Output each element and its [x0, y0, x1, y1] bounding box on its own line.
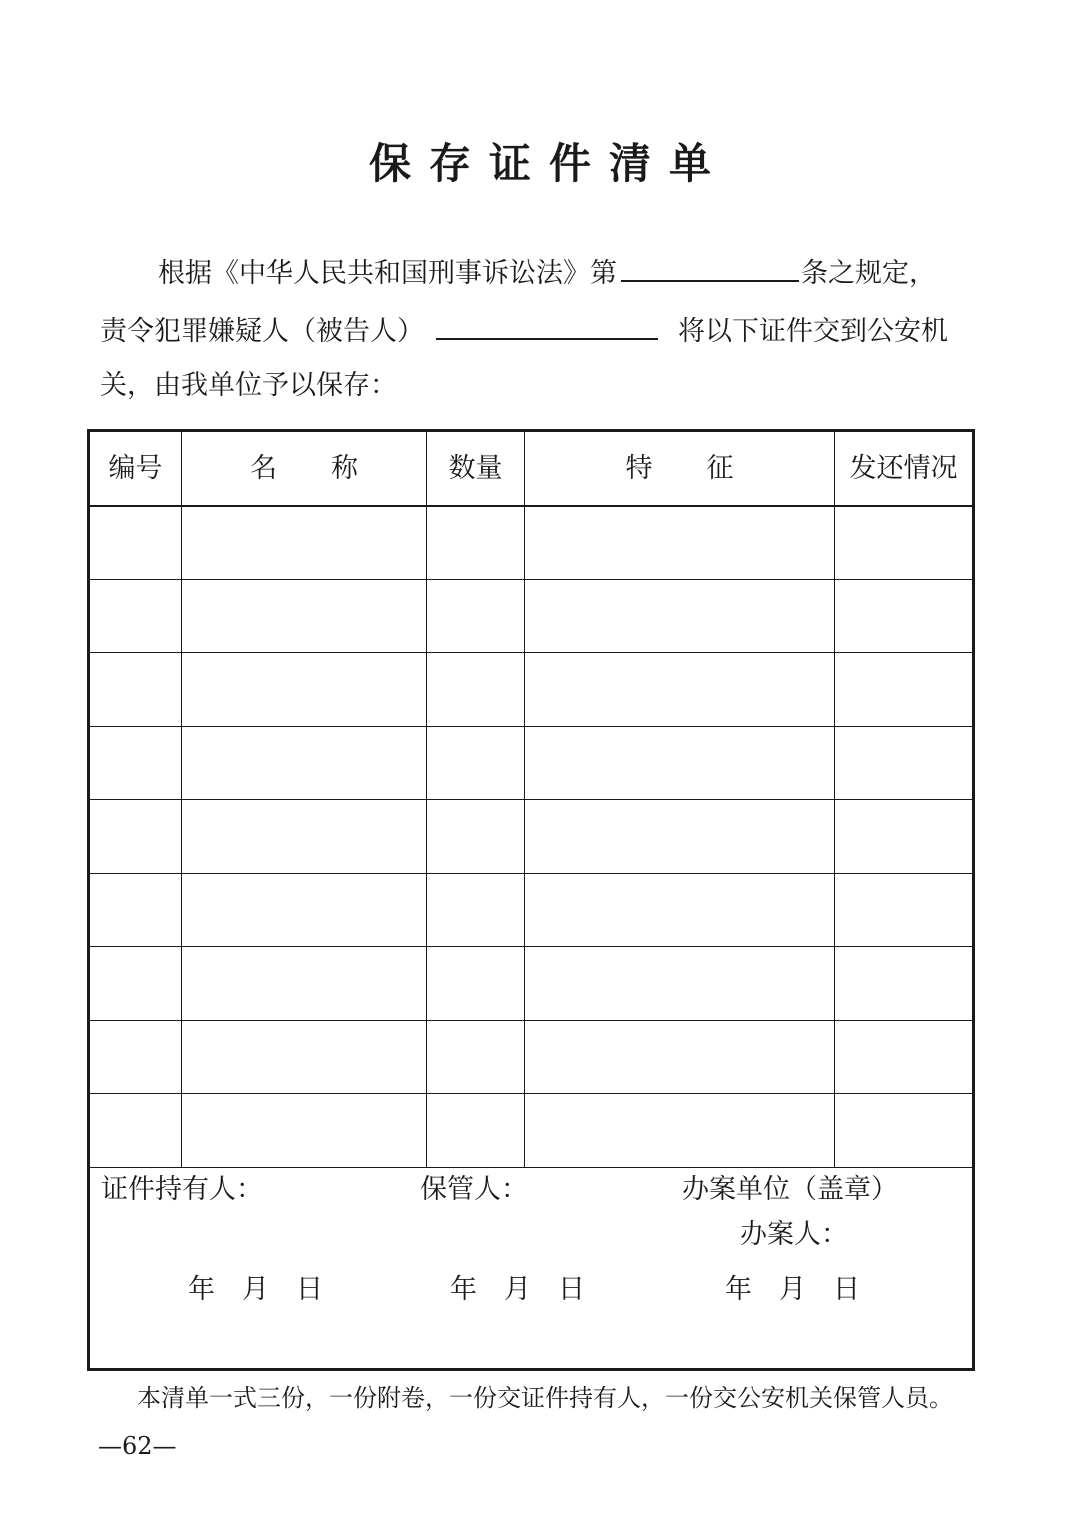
header-features: 特 征: [625, 453, 734, 484]
intro-line-1: [158, 252, 936, 294]
intro-line-2-suffix: 将以下证件交到公安机: [678, 316, 948, 347]
title-char: 单: [669, 139, 712, 188]
title-char: 清: [609, 139, 652, 188]
intro-line-2: [100, 310, 948, 352]
header-divider: [90, 505, 972, 507]
title-char: 存: [428, 139, 471, 188]
table-row[interactable]: [90, 873, 972, 874]
title-char: 件: [549, 139, 592, 188]
table-row[interactable]: [90, 652, 972, 653]
column-divider: [181, 432, 182, 1168]
table-row[interactable]: [90, 799, 972, 800]
table-row[interactable]: [90, 1020, 972, 1021]
column-divider: [834, 432, 835, 1168]
table-row[interactable]: [90, 726, 972, 727]
holder-label: 证件持有人：: [101, 1174, 263, 1205]
table-row[interactable]: [90, 946, 972, 947]
table-row[interactable]: [90, 1167, 972, 1168]
unit-seal-label: 办案单位（盖章）: [682, 1174, 898, 1205]
table-row[interactable]: [90, 579, 972, 580]
header-number: 编号: [108, 453, 163, 484]
article-number-blank[interactable]: [621, 252, 799, 282]
intro-line-2-prefix: 责令犯罪嫌疑人（被告人）: [100, 316, 424, 347]
title-char: 保: [368, 139, 411, 188]
date-unit: 年 月 日: [725, 1274, 860, 1305]
column-divider: [524, 432, 525, 1168]
column-divider: [426, 432, 427, 1168]
date-custodian: 年 月 日: [450, 1274, 585, 1305]
date-holder: 年 月 日: [188, 1274, 323, 1305]
header-return-status: 发还情况: [849, 453, 958, 484]
handler-label: 办案人：: [740, 1219, 848, 1250]
certificate-table: [87, 429, 975, 1371]
document-title: [0, 138, 1080, 190]
header-quantity: 数量: [448, 453, 503, 484]
suspect-name-blank[interactable]: [436, 310, 658, 340]
intro-line-3: 关，由我单位予以保存：: [100, 370, 397, 401]
custodian-label: 保管人：: [420, 1174, 528, 1205]
intro-line-1-suffix: 条之规定，: [801, 258, 936, 289]
table-row[interactable]: [90, 1093, 972, 1094]
page-number: —62—: [98, 1432, 177, 1460]
header-name: 名 称: [250, 453, 358, 484]
footer-note: 本清单一式三份，一份附卷，一份交证件持有人，一份交公安机关保管人员。: [137, 1384, 953, 1412]
intro-line-1-prefix: 根据《中华人民共和国刑事诉讼法》第: [158, 258, 617, 289]
title-char: 证: [488, 139, 531, 188]
